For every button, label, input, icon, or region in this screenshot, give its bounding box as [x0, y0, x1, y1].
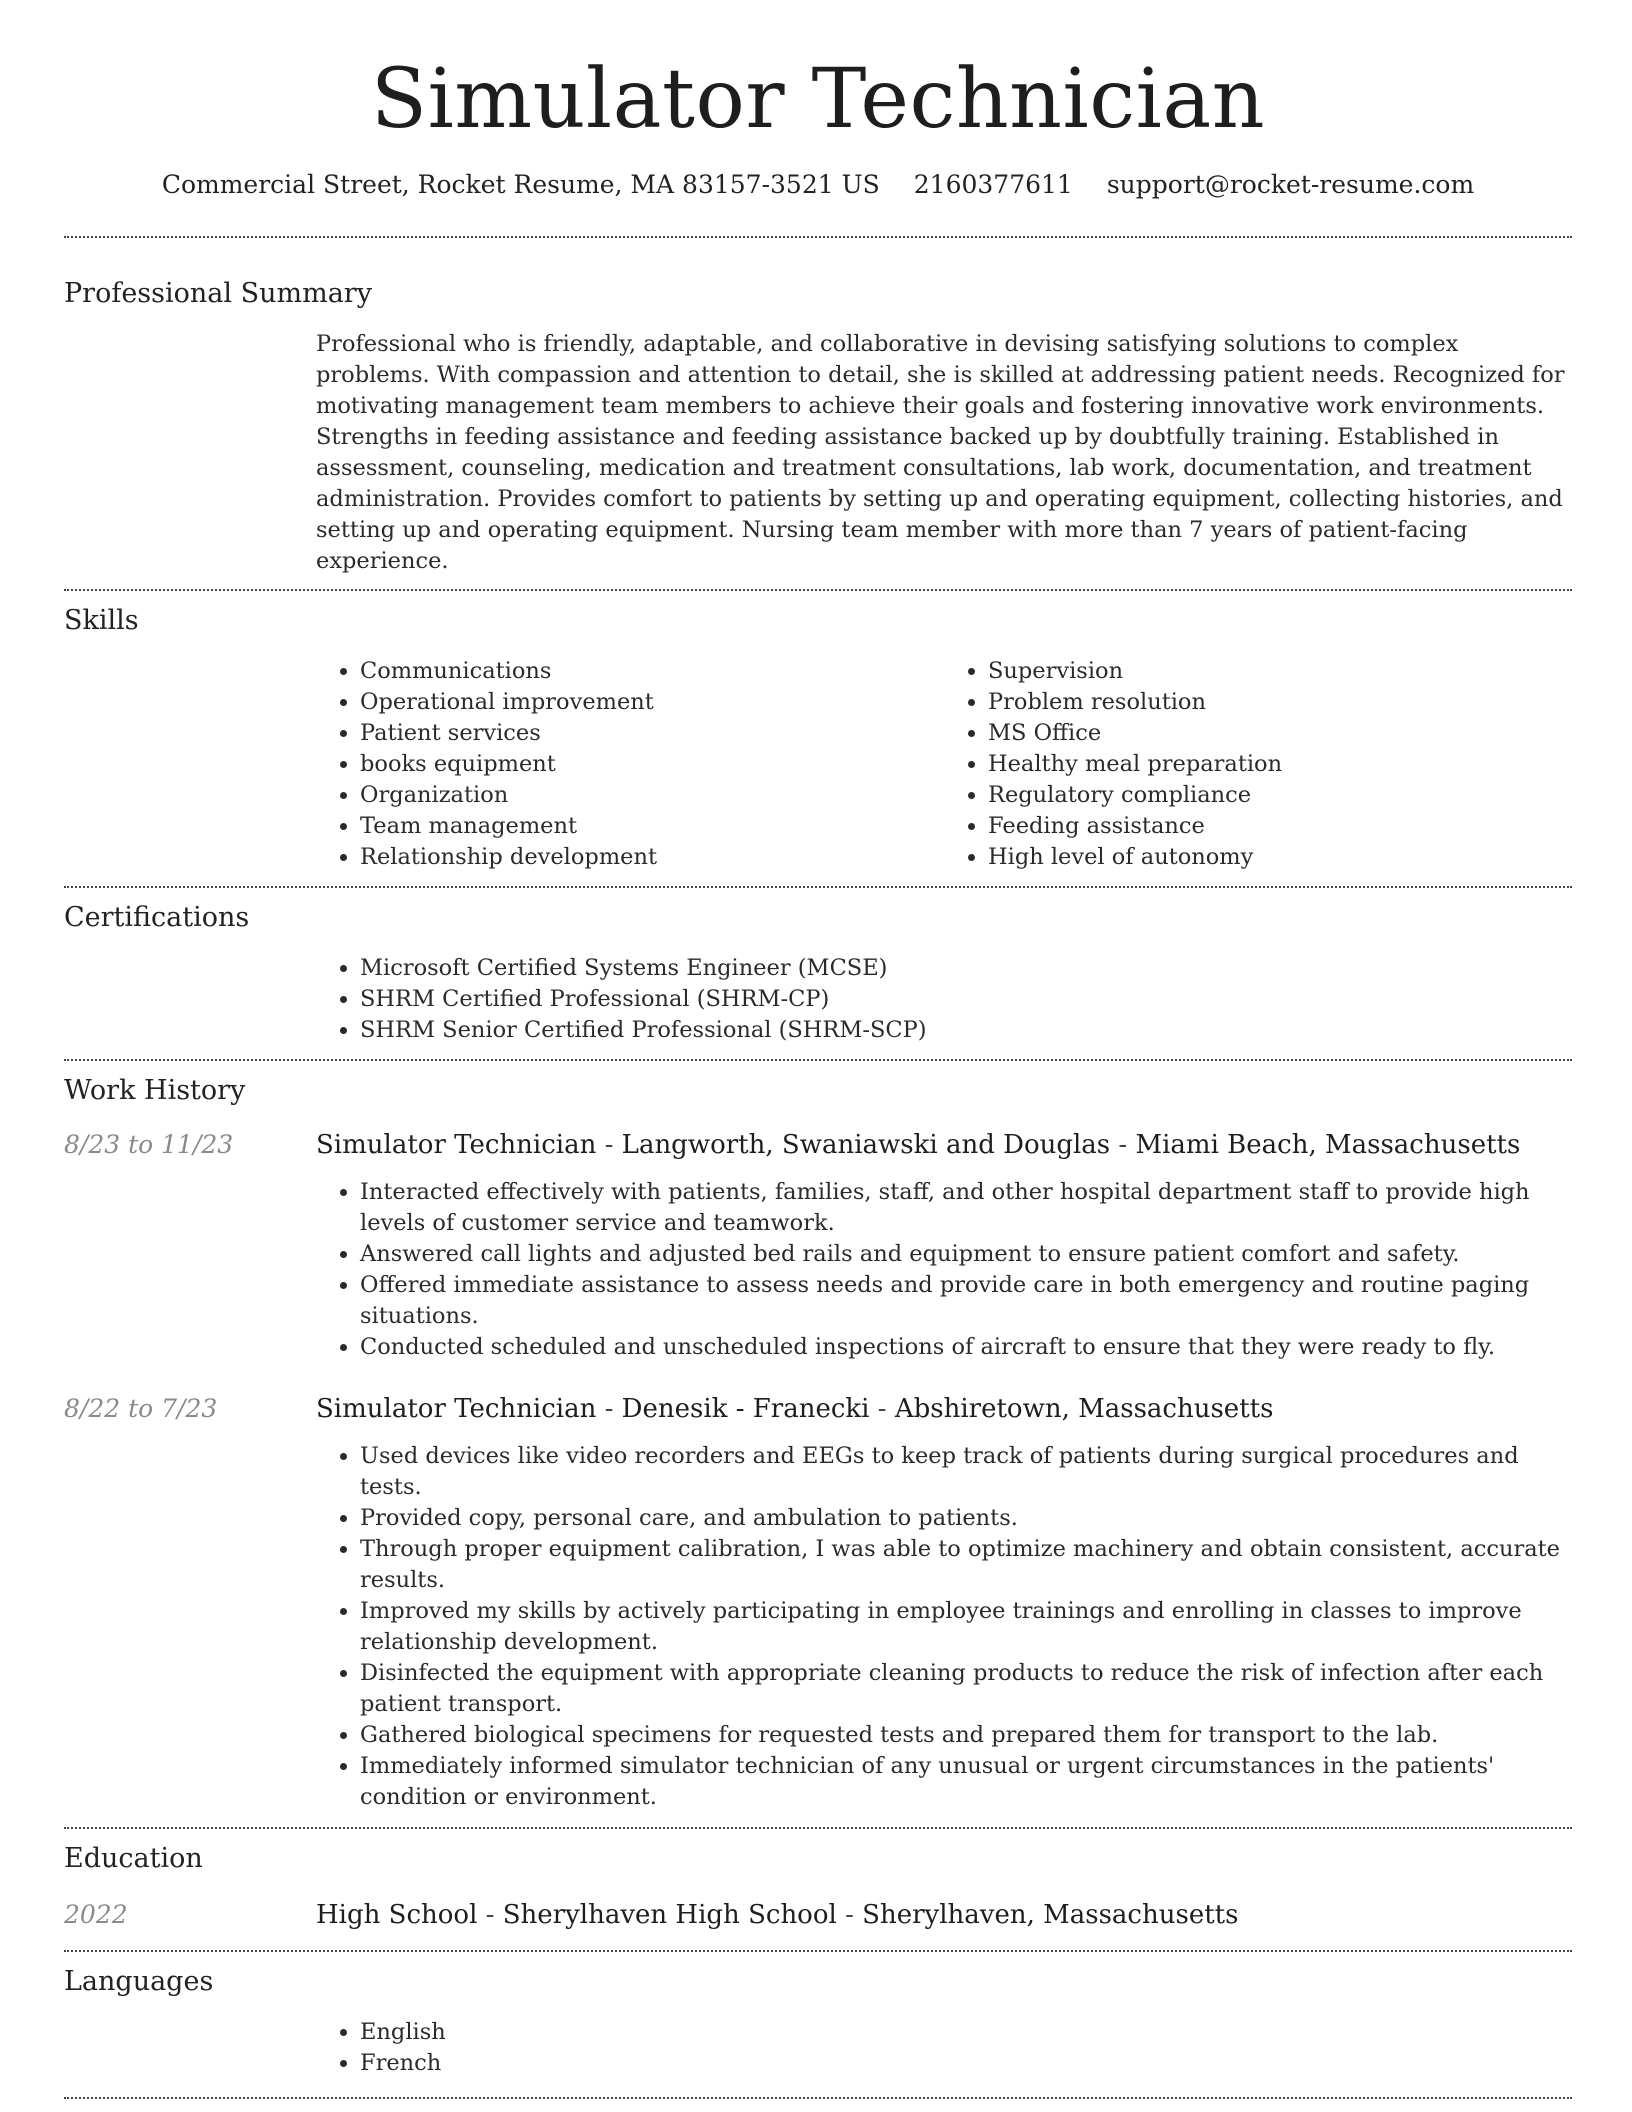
education-content — [316, 1898, 1572, 1932]
certification-item: • SHRM Certified Professional (SHRM-CP) — [360, 984, 1572, 1015]
separator: - — [477, 1900, 503, 1930]
job-bullet: • Interacted effectively with patients, families, staff, and other hospital department staff to provide high levels of customer service and teamwork. — [360, 1177, 1572, 1239]
job-date: 8/23 to 11/23 — [64, 1130, 234, 1159]
job-location: Abshiretown, Massachusetts — [894, 1394, 1274, 1424]
job-entry — [64, 1128, 1572, 1363]
education-date: 2022 — [64, 1900, 128, 1929]
certifications-content — [316, 953, 1572, 1046]
summary-content — [316, 329, 1572, 577]
divider — [64, 2097, 1572, 2099]
job-bullet: • Provided copy, personal care, and ambulation to patients. — [360, 1503, 1572, 1534]
separator: - — [869, 1394, 895, 1424]
skill-item: • books equipment — [360, 749, 944, 780]
job-date: 8/22 to 7/23 — [64, 1394, 218, 1423]
skill-item: • Problem resolution — [988, 687, 1572, 718]
divider — [64, 589, 1572, 591]
contact-line — [64, 168, 1572, 202]
section-title-languages: Languages — [64, 1966, 214, 1997]
languages-list — [316, 2017, 1572, 2079]
contact-phone: 2160377611 — [913, 170, 1073, 199]
section-certifications — [64, 900, 1572, 1046]
education-location: Sherylhaven, Massachusetts — [862, 1900, 1239, 1930]
job-bullet: • Improved my skills by actively participating in employee trainings and enrolling in classes to improve relationship development. — [360, 1596, 1572, 1658]
job-role: Simulator Technician — [316, 1394, 597, 1424]
divider — [64, 886, 1572, 888]
skills-list-left — [316, 656, 944, 873]
language-item: • French — [360, 2048, 1572, 2079]
section-title-skills: Skills — [64, 605, 139, 636]
separator: - — [596, 1130, 622, 1160]
divider — [64, 1059, 1572, 1061]
language-item: • English — [360, 2017, 1572, 2048]
section-work-history — [64, 1073, 1572, 1813]
education-school: Sherylhaven High School — [502, 1900, 837, 1930]
job-location: Miami Beach, Massachusetts — [1135, 1130, 1521, 1160]
certification-item: • Microsoft Certified Systems Engineer (MCSE) — [360, 953, 1572, 984]
job-bullet: • Offered immediate assistance to assess needs and provide care in both emergency and routine paging situations. — [360, 1270, 1572, 1332]
job-bullet: • Immediately informed simulator technician of any unusual or urgent circumstances in the patients' condition or environment. — [360, 1751, 1572, 1813]
separator: - — [1110, 1130, 1136, 1160]
skill-item: • Organization — [360, 780, 944, 811]
divider — [64, 236, 1572, 238]
section-summary — [64, 276, 1572, 577]
job-content — [316, 1392, 1572, 1813]
section-title-certifications: Certifications — [64, 902, 250, 933]
job-content — [316, 1128, 1572, 1363]
job-bullet: • Disinfected the equipment with appropriate cleaning products to reduce the risk of infection after each patient transport. — [360, 1658, 1572, 1720]
job-entry — [64, 1392, 1572, 1813]
job-bullet: • Used devices like video recorders and EEGs to keep track of patients during surgical procedures and tests. — [360, 1441, 1572, 1503]
resume-page — [64, 0, 1572, 2099]
job-title-line — [316, 1392, 1572, 1426]
skill-item: • Healthy meal preparation — [988, 749, 1572, 780]
job-title-line — [316, 1128, 1572, 1162]
education-entry — [64, 1898, 1572, 1932]
skill-item: • Supervision — [988, 656, 1572, 687]
certifications-list — [316, 953, 1572, 1046]
skill-item: • Patient services — [360, 718, 944, 749]
separator: - — [836, 1900, 863, 1930]
separator: - — [596, 1394, 622, 1424]
education-title-line — [316, 1898, 1572, 1932]
job-company: Langworth, Swaniawski and Douglas — [621, 1130, 1111, 1160]
education-degree: High School — [316, 1900, 478, 1930]
job-bullet: • Through proper equipment calibration, I was able to optimize machinery and obtain consistent, accurate results. — [360, 1534, 1572, 1596]
languages-content — [316, 2017, 1572, 2079]
divider — [64, 1950, 1572, 1952]
page-title: Simulator Technician — [370, 52, 1266, 147]
job-bullets — [316, 1177, 1572, 1363]
section-title-education: Education — [64, 1843, 203, 1874]
certification-item: • SHRM Senior Certified Professional (SHRM-SCP) — [360, 1015, 1572, 1046]
skill-item: • Regulatory compliance — [988, 780, 1572, 811]
job-role: Simulator Technician — [316, 1130, 597, 1160]
contact-address: Commercial Street, Rocket Resume, MA 83157-3521 US — [161, 170, 880, 199]
job-bullet: • Answered call lights and adjusted bed rails and equipment to ensure patient comfort and safety. — [360, 1239, 1572, 1270]
job-bullets — [316, 1441, 1572, 1813]
job-company: Denesik - Franecki — [621, 1394, 870, 1424]
section-languages — [64, 1964, 1572, 2079]
skills-list-right — [944, 656, 1572, 873]
section-title-work: Work History — [64, 1075, 246, 1106]
job-bullet: • Conducted scheduled and unscheduled inspections of aircraft to ensure that they were ready to fly. — [360, 1332, 1572, 1363]
section-education — [64, 1841, 1572, 1932]
skill-item: • Team management — [360, 811, 944, 842]
skill-item: • Communications — [360, 656, 944, 687]
divider — [64, 1827, 1572, 1829]
skill-item: • Feeding assistance — [988, 811, 1572, 842]
contact-email: support@rocket-resume.com — [1106, 170, 1475, 199]
section-title-summary: Professional Summary — [64, 278, 372, 309]
skill-item: • High level of autonomy — [988, 842, 1572, 873]
job-bullet: • Gathered biological specimens for requested tests and prepared them for transport to the lab. — [360, 1720, 1572, 1751]
skill-item: • Relationship development — [360, 842, 944, 873]
summary-text: Professional who is friendly, adaptable, and collaborative in devising satisfying solutions to complex problems. With compassion and attention to detail, she is skilled at addressing patient needs. Recognized for motivating management team members to achieve their goals and fostering innovative work environments. Strengths in feeding assistance and feeding assistance backed up by doubtfully training. Established in assessment, counseling, medication and treatment consultations, lab work, documentation, and treatment administration. Provides comfort to patients by setting up and operating equipment, collecting histories, and setting up and operating equipment. Nursing team member with more than 7 years of patient-facing experience. — [316, 331, 1565, 574]
skills-grid — [316, 656, 1572, 873]
section-skills — [64, 603, 1572, 873]
skill-item: • MS Office — [988, 718, 1572, 749]
skill-item: • Operational improvement — [360, 687, 944, 718]
